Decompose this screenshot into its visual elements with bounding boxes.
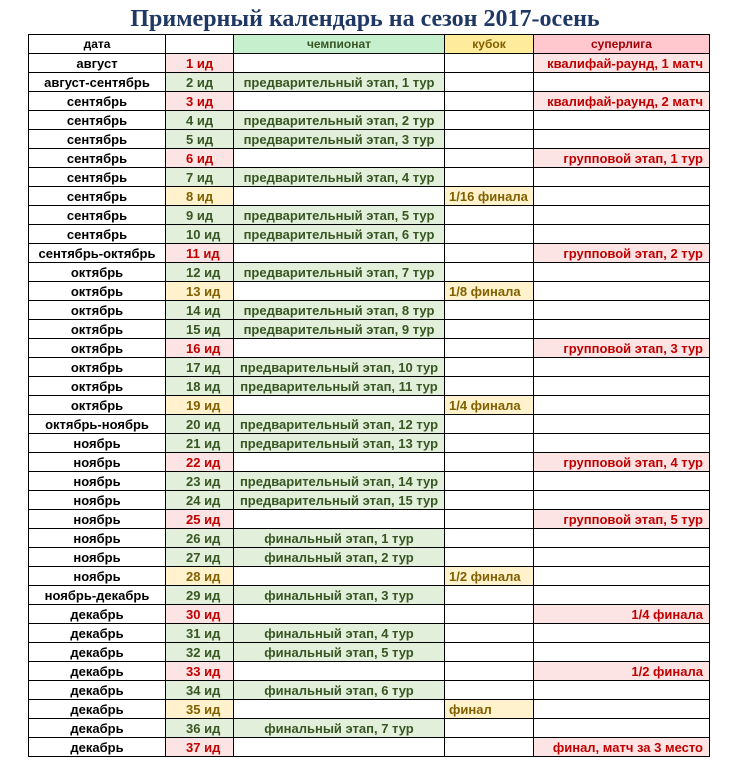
cell-game-day: 19 ид bbox=[166, 396, 234, 415]
table-row bbox=[29, 92, 710, 111]
cell-date: октябрь bbox=[29, 282, 166, 301]
cell-cup bbox=[445, 358, 534, 377]
cell-cup bbox=[445, 662, 534, 681]
table-row bbox=[29, 168, 710, 187]
cell-date: декабрь bbox=[29, 605, 166, 624]
table-row bbox=[29, 244, 710, 263]
cell-game-day: 29 ид bbox=[166, 586, 234, 605]
cell-game-day: 30 ид bbox=[166, 605, 234, 624]
cell-championship bbox=[234, 339, 445, 358]
table-row bbox=[29, 700, 710, 719]
cell-cup bbox=[445, 92, 534, 111]
cell-championship: предварительный этап, 14 тур bbox=[234, 472, 445, 491]
cell-championship bbox=[234, 700, 445, 719]
cell-date: октябрь bbox=[29, 263, 166, 282]
cell-championship: предварительный этап, 9 тур bbox=[234, 320, 445, 339]
cell-superleague bbox=[534, 719, 710, 738]
cell-date: август bbox=[29, 54, 166, 73]
cell-cup bbox=[445, 510, 534, 529]
cell-game-day: 20 ид bbox=[166, 415, 234, 434]
cell-date: ноябрь bbox=[29, 453, 166, 472]
cell-game-day: 10 ид bbox=[166, 225, 234, 244]
cell-cup bbox=[445, 206, 534, 225]
cell-date: сентябрь bbox=[29, 130, 166, 149]
cell-date: октябрь bbox=[29, 301, 166, 320]
cell-championship: финальный этап, 1 тур bbox=[234, 529, 445, 548]
cell-date: сентябрь bbox=[29, 187, 166, 206]
cell-game-day: 9 ид bbox=[166, 206, 234, 225]
cell-game-day: 13 ид bbox=[166, 282, 234, 301]
cell-championship: финальный этап, 2 тур bbox=[234, 548, 445, 567]
cell-championship: предварительный этап, 5 тур bbox=[234, 206, 445, 225]
cell-game-day: 36 ид bbox=[166, 719, 234, 738]
cell-superleague: финал, матч за 3 место bbox=[534, 738, 710, 757]
cell-championship bbox=[234, 738, 445, 757]
cell-cup bbox=[445, 339, 534, 358]
cell-superleague bbox=[534, 73, 710, 92]
cell-cup bbox=[445, 472, 534, 491]
table-row bbox=[29, 415, 710, 434]
header-superleague: суперлига bbox=[534, 35, 710, 54]
cell-cup bbox=[445, 415, 534, 434]
cell-date: август-сентябрь bbox=[29, 73, 166, 92]
table-row bbox=[29, 510, 710, 529]
cell-cup bbox=[445, 263, 534, 282]
cell-superleague: групповой этап, 1 тур bbox=[534, 149, 710, 168]
cell-championship: предварительный этап, 1 тур bbox=[234, 73, 445, 92]
cell-championship bbox=[234, 662, 445, 681]
cell-superleague bbox=[534, 263, 710, 282]
cell-game-day: 1 ид bbox=[166, 54, 234, 73]
cell-date: октябрь bbox=[29, 358, 166, 377]
cell-cup bbox=[445, 244, 534, 263]
cell-date: октябрь bbox=[29, 320, 166, 339]
cell-superleague bbox=[534, 548, 710, 567]
season-calendar-table bbox=[28, 34, 710, 757]
cell-game-day: 23 ид bbox=[166, 472, 234, 491]
cell-championship: финальный этап, 5 тур bbox=[234, 643, 445, 662]
cell-game-day: 35 ид bbox=[166, 700, 234, 719]
cell-championship: предварительный этап, 10 тур bbox=[234, 358, 445, 377]
table-row bbox=[29, 548, 710, 567]
table-row bbox=[29, 111, 710, 130]
cell-superleague bbox=[534, 130, 710, 149]
cell-date: сентябрь-октябрь bbox=[29, 244, 166, 263]
cell-championship bbox=[234, 605, 445, 624]
cell-cup bbox=[445, 681, 534, 700]
cell-cup bbox=[445, 130, 534, 149]
cell-championship bbox=[234, 54, 445, 73]
table-row bbox=[29, 738, 710, 757]
cell-championship bbox=[234, 510, 445, 529]
cell-superleague: 1/2 финала bbox=[534, 662, 710, 681]
cell-championship bbox=[234, 567, 445, 586]
cell-date: сентябрь bbox=[29, 206, 166, 225]
cell-date: ноябрь bbox=[29, 567, 166, 586]
cell-game-day: 32 ид bbox=[166, 643, 234, 662]
cell-superleague bbox=[534, 415, 710, 434]
cell-championship: финальный этап, 4 тур bbox=[234, 624, 445, 643]
cell-superleague bbox=[534, 168, 710, 187]
cell-championship bbox=[234, 92, 445, 111]
cell-superleague: групповой этап, 2 тур bbox=[534, 244, 710, 263]
cell-date: декабрь bbox=[29, 700, 166, 719]
cell-game-day: 37 ид bbox=[166, 738, 234, 757]
cell-game-day: 28 ид bbox=[166, 567, 234, 586]
cell-game-day: 26 ид bbox=[166, 529, 234, 548]
cell-cup bbox=[445, 434, 534, 453]
cell-superleague: 1/4 финала bbox=[534, 605, 710, 624]
cell-superleague bbox=[534, 586, 710, 605]
cell-game-day: 8 ид bbox=[166, 187, 234, 206]
table-row bbox=[29, 54, 710, 73]
cell-championship: предварительный этап, 11 тур bbox=[234, 377, 445, 396]
cell-game-day: 18 ид bbox=[166, 377, 234, 396]
cell-superleague bbox=[534, 491, 710, 510]
cell-game-day: 7 ид bbox=[166, 168, 234, 187]
cell-game-day: 14 ид bbox=[166, 301, 234, 320]
cell-cup bbox=[445, 320, 534, 339]
cell-superleague bbox=[534, 320, 710, 339]
table-row bbox=[29, 453, 710, 472]
table-row bbox=[29, 396, 710, 415]
cell-superleague bbox=[534, 206, 710, 225]
cell-cup: 1/4 финала bbox=[445, 396, 534, 415]
cell-cup bbox=[445, 719, 534, 738]
cell-cup bbox=[445, 586, 534, 605]
cell-championship: финальный этап, 3 тур bbox=[234, 586, 445, 605]
table-row bbox=[29, 434, 710, 453]
table-row bbox=[29, 320, 710, 339]
cell-superleague: групповой этап, 3 тур bbox=[534, 339, 710, 358]
table-row bbox=[29, 73, 710, 92]
table-row bbox=[29, 187, 710, 206]
header-id bbox=[166, 35, 234, 54]
table-row bbox=[29, 263, 710, 282]
cell-cup bbox=[445, 529, 534, 548]
page-title: Примерный календарь на сезон 2017-осень bbox=[130, 6, 600, 32]
cell-superleague bbox=[534, 681, 710, 700]
cell-game-day: 21 ид bbox=[166, 434, 234, 453]
cell-date: октябрь bbox=[29, 377, 166, 396]
cell-championship: предварительный этап, 12 тур bbox=[234, 415, 445, 434]
cell-championship: предварительный этап, 3 тур bbox=[234, 130, 445, 149]
cell-cup bbox=[445, 168, 534, 187]
cell-date: сентябрь bbox=[29, 92, 166, 111]
cell-championship: финальный этап, 7 тур bbox=[234, 719, 445, 738]
cell-superleague bbox=[534, 567, 710, 586]
cell-superleague bbox=[534, 225, 710, 244]
cell-superleague bbox=[534, 472, 710, 491]
cell-date: октябрь bbox=[29, 396, 166, 415]
cell-championship bbox=[234, 244, 445, 263]
cell-cup bbox=[445, 738, 534, 757]
cell-superleague: групповой этап, 4 тур bbox=[534, 453, 710, 472]
cell-cup bbox=[445, 453, 534, 472]
cell-cup: 1/8 финала bbox=[445, 282, 534, 301]
cell-cup bbox=[445, 605, 534, 624]
cell-superleague bbox=[534, 282, 710, 301]
cell-cup bbox=[445, 301, 534, 320]
cell-championship: предварительный этап, 2 тур bbox=[234, 111, 445, 130]
cell-game-day: 34 ид bbox=[166, 681, 234, 700]
table-row bbox=[29, 567, 710, 586]
cell-game-day: 5 ид bbox=[166, 130, 234, 149]
cell-superleague: групповой этап, 5 тур bbox=[534, 510, 710, 529]
cell-cup: 1/16 финала bbox=[445, 187, 534, 206]
cell-date: декабрь bbox=[29, 662, 166, 681]
cell-superleague bbox=[534, 358, 710, 377]
cell-game-day: 25 ид bbox=[166, 510, 234, 529]
cell-date: ноябрь bbox=[29, 529, 166, 548]
table-row bbox=[29, 681, 710, 700]
table-row bbox=[29, 662, 710, 681]
cell-cup bbox=[445, 73, 534, 92]
cell-game-day: 2 ид bbox=[166, 73, 234, 92]
cell-game-day: 31 ид bbox=[166, 624, 234, 643]
cell-date: ноябрь bbox=[29, 510, 166, 529]
cell-championship: предварительный этап, 8 тур bbox=[234, 301, 445, 320]
cell-superleague bbox=[534, 396, 710, 415]
cell-game-day: 6 ид bbox=[166, 149, 234, 168]
cell-date: декабрь bbox=[29, 643, 166, 662]
cell-championship bbox=[234, 453, 445, 472]
cell-cup bbox=[445, 149, 534, 168]
cell-championship bbox=[234, 396, 445, 415]
cell-date: ноябрь bbox=[29, 434, 166, 453]
cell-date: ноябрь-декабрь bbox=[29, 586, 166, 605]
cell-cup bbox=[445, 377, 534, 396]
cell-superleague: квалифай-раунд, 2 матч bbox=[534, 92, 710, 111]
cell-date: декабрь bbox=[29, 681, 166, 700]
header-cup: кубок bbox=[445, 35, 534, 54]
cell-date: сентябрь bbox=[29, 168, 166, 187]
cell-date: декабрь bbox=[29, 624, 166, 643]
table-row bbox=[29, 472, 710, 491]
cell-game-day: 33 ид bbox=[166, 662, 234, 681]
cell-date: декабрь bbox=[29, 738, 166, 757]
header-date: дата bbox=[29, 35, 166, 54]
cell-cup bbox=[445, 54, 534, 73]
cell-game-day: 3 ид bbox=[166, 92, 234, 111]
table-row bbox=[29, 149, 710, 168]
cell-game-day: 22 ид bbox=[166, 453, 234, 472]
cell-superleague: квалифай-раунд, 1 матч bbox=[534, 54, 710, 73]
table-row bbox=[29, 643, 710, 662]
table-row bbox=[29, 339, 710, 358]
cell-game-day: 4 ид bbox=[166, 111, 234, 130]
cell-game-day: 15 ид bbox=[166, 320, 234, 339]
table-row bbox=[29, 529, 710, 548]
cell-superleague bbox=[534, 624, 710, 643]
cell-cup bbox=[445, 491, 534, 510]
cell-superleague bbox=[534, 434, 710, 453]
cell-championship: предварительный этап, 13 тур bbox=[234, 434, 445, 453]
table-row bbox=[29, 586, 710, 605]
header-championship: чемпионат bbox=[234, 35, 445, 54]
cell-championship bbox=[234, 149, 445, 168]
cell-date: ноябрь bbox=[29, 491, 166, 510]
cell-championship: предварительный этап, 7 тур bbox=[234, 263, 445, 282]
cell-date: декабрь bbox=[29, 719, 166, 738]
table-row bbox=[29, 605, 710, 624]
table-row bbox=[29, 282, 710, 301]
cell-date: сентябрь bbox=[29, 225, 166, 244]
cell-superleague bbox=[534, 643, 710, 662]
cell-championship: предварительный этап, 4 тур bbox=[234, 168, 445, 187]
cell-date: октябрь bbox=[29, 339, 166, 358]
cell-championship: финальный этап, 6 тур bbox=[234, 681, 445, 700]
cell-cup bbox=[445, 643, 534, 662]
cell-date: сентябрь bbox=[29, 149, 166, 168]
cell-game-day: 16 ид bbox=[166, 339, 234, 358]
cell-cup: 1/2 финала bbox=[445, 567, 534, 586]
cell-cup bbox=[445, 624, 534, 643]
cell-superleague bbox=[534, 111, 710, 130]
table-row bbox=[29, 301, 710, 320]
cell-superleague bbox=[534, 377, 710, 396]
cell-superleague bbox=[534, 529, 710, 548]
table-row bbox=[29, 225, 710, 244]
cell-date: ноябрь bbox=[29, 472, 166, 491]
cell-game-day: 17 ид bbox=[166, 358, 234, 377]
cell-cup: финал bbox=[445, 700, 534, 719]
cell-date: сентябрь bbox=[29, 111, 166, 130]
table-row bbox=[29, 377, 710, 396]
cell-superleague bbox=[534, 187, 710, 206]
cell-game-day: 27 ид bbox=[166, 548, 234, 567]
cell-date: октябрь-ноябрь bbox=[29, 415, 166, 434]
table-row bbox=[29, 491, 710, 510]
cell-cup bbox=[445, 225, 534, 244]
table-row bbox=[29, 130, 710, 149]
cell-date: ноябрь bbox=[29, 548, 166, 567]
cell-superleague bbox=[534, 700, 710, 719]
cell-championship bbox=[234, 282, 445, 301]
cell-championship: предварительный этап, 6 тур bbox=[234, 225, 445, 244]
header-row bbox=[29, 35, 710, 54]
cell-superleague bbox=[534, 301, 710, 320]
cell-cup bbox=[445, 548, 534, 567]
cell-game-day: 11 ид bbox=[166, 244, 234, 263]
table-row bbox=[29, 719, 710, 738]
cell-cup bbox=[445, 111, 534, 130]
cell-championship bbox=[234, 187, 445, 206]
cell-championship: предварительный этап, 15 тур bbox=[234, 491, 445, 510]
cell-game-day: 12 ид bbox=[166, 263, 234, 282]
table-row bbox=[29, 624, 710, 643]
cell-game-day: 24 ид bbox=[166, 491, 234, 510]
table-row bbox=[29, 206, 710, 225]
table-row bbox=[29, 358, 710, 377]
